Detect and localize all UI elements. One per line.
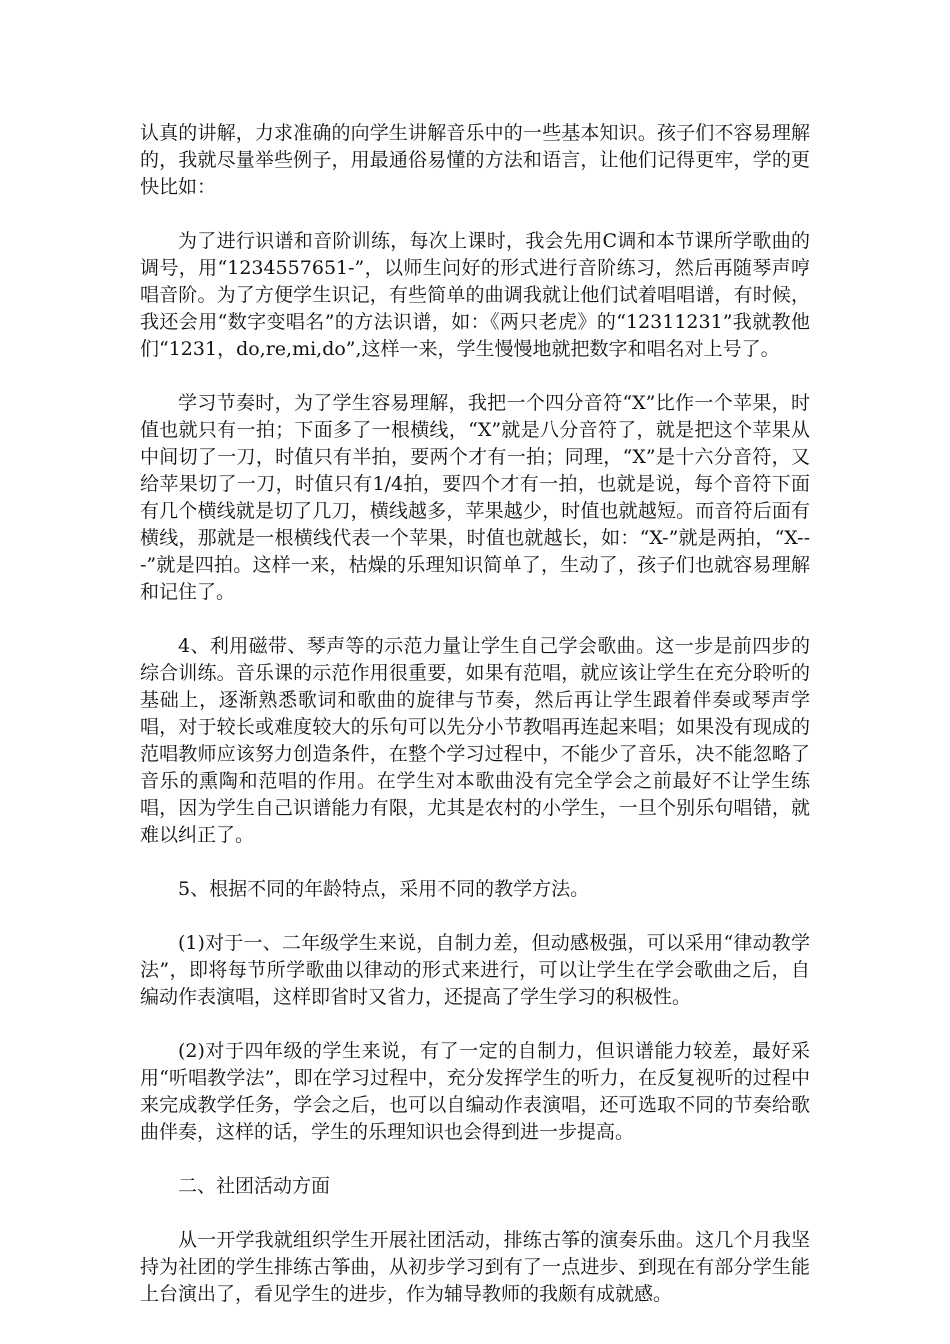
document-body — [140, 120, 810, 1335]
paragraph-grades-1-2: (1)对于一、二年级学生来说，自制力差，但动感极强，可以采用“律动教学法”，即将每节所学歌曲以律动的形式来进行，可以让学生在学会歌曲之后，自编动作表演唱，这样即省时又省力，还提高了学生学习的积极性。 — [140, 932, 810, 1008]
paragraph-step-5: 5、根据不同的年龄特点，采用不同的教学方法。 — [178, 878, 590, 900]
section-heading-club-activities: 二、社团活动方面 — [178, 1175, 331, 1197]
paragraph-notation-training: 为了进行识谱和音阶训练，每次上课时，我会先用C调和本节课所学歌曲的调号，用“1234557651-”，以师生问好的形式进行音阶练习，然后再随琴声哼唱音阶。为了方便学生识记，有些简单的曲调我就让他们试着唱唱谱，有时候，我还会用“数字变唱名”的方法识谱，如：《两只老虎》的“12311231”我就教他们“1231，do,re,mi,do”,这样一来，学生慢慢地就把数字和唱名对上号了。 — [140, 230, 810, 360]
paragraph-rhythm-learning: 学习节奏时，为了学生容易理解，我把一个四分音符“X”比作一个苹果，时值也就只有一拍；下面多了一根横线，“X”就是八分音符了，就是把这个苹果从中间切了一刀，时值只有半拍，要两个才有一拍；同理，“X”是十六分音符，又给苹果切了一刀，时值只有1/4拍，要四个才有一拍，也就是说，每个音符下面有几个横线就是切了几刀，横线越多，苹果越少，时值也就越短。而音符后面有横线，那就是一根横线代表一个苹果，时值也就越长，如：“X-”就是两拍，“X---”就是四拍。这样一来，枯燥的乐理知识简单了，生动了，孩子们也就容易理解和记住了。 — [140, 392, 810, 603]
paragraph-intro: 认真的讲解，力求准确的向学生讲解音乐中的一些基本知识。孩子们不容易理解的，我就尽量举些例子，用最通俗易懂的方法和语言，让他们记得更牢，学的更快比如： — [140, 122, 810, 198]
paragraph-club-activities: 从一开学我就组织学生开展社团活动，排练古筝的演奏乐曲。这几个月我坚持为社团的学生排练古筝曲，从初步学习到有了一点进步、到现在有部分学生能上台演出了，看见学生的进步，作为辅导教师的我颇有成就感。 — [140, 1229, 810, 1305]
paragraph-grade-4: (2)对于四年级的学生来说，有了一定的自制力，但识谱能力较差，最好采用“听唱教学法”，即在学习过程中，充分发挥学生的听力，在反复视听的过程中来完成教学任务，学会之后，也可以自编动作表演唱，还可选取不同的节奏给歌曲伴奏，这样的话，学生的乐理知识也会得到进一步提高。 — [140, 1040, 810, 1143]
paragraph-step-4: 4、利用磁带、琴声等的示范力量让学生自己学会歌曲。这一步是前四步的综合训练。音乐课的示范作用很重要，如果有范唱，就应该让学生在充分聆听的基础上，逐渐熟悉歌词和歌曲的旋律与节奏，然后再让学生跟着伴奏或琴声学唱，对于较长或难度较大的乐句可以先分小节教唱再连起来唱；如果没有现成的范唱教师应该努力创造条件，在整个学习过程中，不能少了音乐，决不能忽略了音乐的熏陶和范唱的作用。在学生对本歌曲没有完全学会之前最好不让学生练唱，因为学生自己识谱能力有限，尤其是农村的小学生，一旦个别乐句唱错，就难以纠正了。 — [140, 635, 810, 846]
